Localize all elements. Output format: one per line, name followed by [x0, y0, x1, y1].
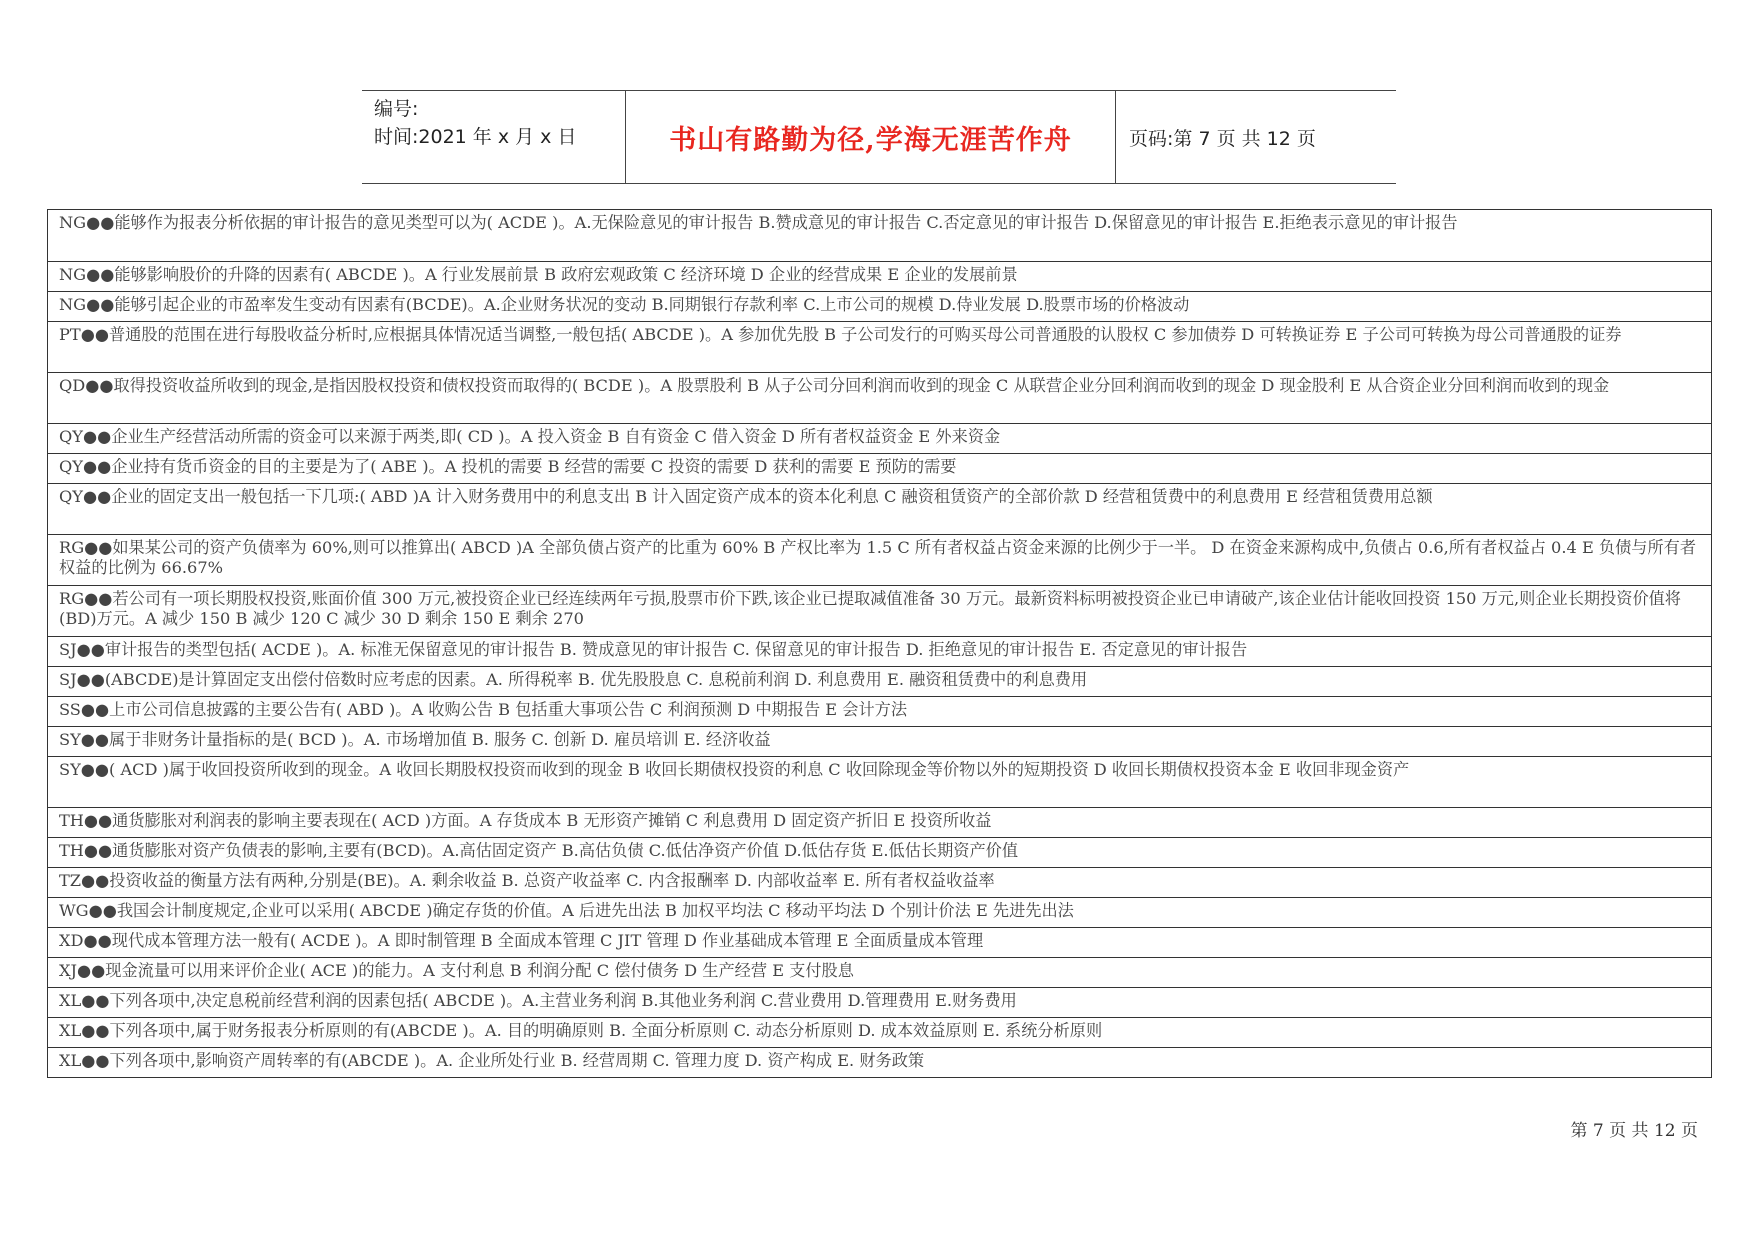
question-row: TH●●通货膨胀对资产负债表的影响,主要有(BCD)。A.高估固定资产 B.高估负债 C.低估净资产价值 D.低估存货 E.低估长期资产价值 [48, 837, 1711, 867]
question-row: SJ●●审计报告的类型包括( ACDE )。A. 标准无保留意见的审计报告 B. 赞成意见的审计报告 C. 保留意见的审计报告 D. 拒绝意见的审计报告 E. 否定意见的审计报告 [48, 636, 1711, 666]
page-indicator: 页码:第 7 页 共 12 页 [1129, 127, 1316, 150]
question-row: XL●●下列各项中,影响资产周转率的有(ABCDE )。A. 企业所处行业 B. 经营周期 C. 管理力度 D. 资产构成 E. 财务政策 [48, 1047, 1711, 1077]
document-header [362, 90, 1396, 184]
question-row: RG●●如果某公司的资产负债率为 60%,则可以推算出( ABCD )A 全部负债占资产的比重为 60% B 产权比率为 1.5 C 所有者权益占资金来源的比例少于一半。 D 在资金来源构成中,负债占 0.6,所有者权益占 0.4 E 负债与所有者权益的比例为 66.67% [48, 534, 1711, 585]
question-row: WG●●我国会计制度规定,企业可以采用( ABCDE )确定存货的价值。A 后进先出法 B 加权平均法 C 移动平均法 D 个别计价法 E 先进先出法 [48, 897, 1711, 927]
question-row: NG●●能够影响股价的升降的因素有( ABCDE )。A 行业发展前景 B 政府宏观政策 C 经济环境 D 企业的经营成果 E 企业的发展前景 [48, 261, 1711, 291]
header-meta [362, 91, 626, 183]
question-row: QY●●企业生产经营活动所需的资金可以来源于两类,即( CD )。A 投入资金 B 自有资金 C 借入资金 D 所有者权益资金 E 外来资金 [48, 423, 1711, 453]
question-row: RG●●若公司有一项长期股权投资,账面价值 300 万元,被投资企业已经连续两年亏损,股票市价下跌,该企业已提取减值准备 30 万元。最新资料标明被投资企业已申请破产,该企业估计能收回投资 150 万元,则企业长期投资价值将(BD)万元。A 减少 150 B 减少 120 C 减少 30 D 剩余 150 E 剩余 270 [48, 585, 1711, 636]
question-row: SY●●属于非财务计量指标的是( BCD )。A. 市场增加值 B. 服务 C. 创新 D. 雇员培训 E. 经济收益 [48, 726, 1711, 756]
question-row: XL●●下列各项中,属于财务报表分析原则的有(ABCDE )。A. 目的明确原则 B. 全面分析原则 C. 动态分析原则 D. 成本效益原则 E. 系统分析原则 [48, 1017, 1711, 1047]
question-table [47, 209, 1712, 1078]
question-row: XJ●●现金流量可以用来评价企业( ACE )的能力。A 支付利息 B 利润分配 C 偿付债务 D 生产经营 E 支付股息 [48, 957, 1711, 987]
question-row: XD●●现代成本管理方法一般有( ACDE )。A 即时制管理 B 全面成本管理 C JIT 管理 D 作业基础成本管理 E 全面质量成本管理 [48, 927, 1711, 957]
number-label: 编号: [374, 98, 419, 120]
question-row: QY●●企业持有货币资金的目的主要是为了( ABE )。A 投机的需要 B 经营的需要 C 投资的需要 D 获利的需要 E 预防的需要 [48, 453, 1711, 483]
question-row: SJ●●(ABCDE)是计算固定支出偿付倍数时应考虑的因素。A. 所得税率 B. 优先股股息 C. 息税前利润 D. 利息费用 E. 融资租赁费中的利息费用 [48, 666, 1711, 696]
page-footer: 第 7 页 共 12 页 [1570, 1121, 1698, 1141]
question-row: TH●●通货膨胀对利润表的影响主要表现在( ACD )方面。A 存货成本 B 无形资产摊销 C 利息费用 D 固定资产折旧 E 投资所收益 [48, 807, 1711, 837]
question-row: QY●●企业的固定支出一般包括一下几项:( ABD )A 计入财务费用中的利息支出 B 计入固定资产成本的资本化利息 C 融资租赁资产的全部价款 D 经营租赁费中的利息费用 E 经营租赁费用总额 [48, 483, 1711, 534]
question-row: XL●●下列各项中,决定息税前经营利润的因素包括( ABCDE )。A.主营业务利润 B.其他业务利润 C.营业费用 D.管理费用 E.财务费用 [48, 987, 1711, 1017]
question-row: SY●●( ACD )属于收回投资所收到的现金。A 收回长期股权投资而收到的现金 B 收回长期债权投资的利息 C 收回除现金等价物以外的短期投资 D 收回长期债权投资本金 E 收回非现金资产 [48, 756, 1711, 807]
question-row: TZ●●投资收益的衡量方法有两种,分别是(BE)。A. 剩余收益 B. 总资产收益率 C. 内含报酬率 D. 内部收益率 E. 所有者权益收益率 [48, 867, 1711, 897]
question-row: NG●●能够作为报表分析依据的审计报告的意见类型可以为( ACDE )。A.无保险意见的审计报告 B.赞成意见的审计报告 C.否定意见的审计报告 D.保留意见的审计报告 E.拒绝表示意见的审计报告 [59, 213, 1458, 232]
question-row: PT●●普通股的范围在进行每股收益分析时,应根据具体情况适当调整,一般包括( ABCDE )。A 参加优先股 B 子公司发行的可购买母公司普通股的认股权 C 参加债券 D 可转换证券 E 子公司可转换为母公司普通股的证券 [48, 321, 1711, 372]
question-row: SS●●上市公司信息披露的主要公告有( ABD )。A 收购公告 B 包括重大事项公告 C 利润预测 D 中期报告 E 会计方法 [48, 696, 1711, 726]
question-row: QD●●取得投资收益所收到的现金,是指因股权投资和债权投资而取得的( BCDE )。A 股票股利 B 从子公司分回利润而收到的现金 C 从联营企业分回利润而收到的现金 D 现金股利 E 从合资企业分回利润而收到的现金 [48, 372, 1711, 423]
question-row: NG●●能够引起企业的市盈率发生变动有因素有(BCDE)。A.企业财务状况的变动 B.同期银行存款利率 C.上市公司的规模 D.侍业发展 D.股票市场的价格波动 [48, 291, 1711, 321]
motto-title: 书山有路勤为径,学海无涯苦作舟 [626, 91, 1116, 183]
time-label: 时间:2021 年 x 月 x 日 [374, 126, 577, 148]
